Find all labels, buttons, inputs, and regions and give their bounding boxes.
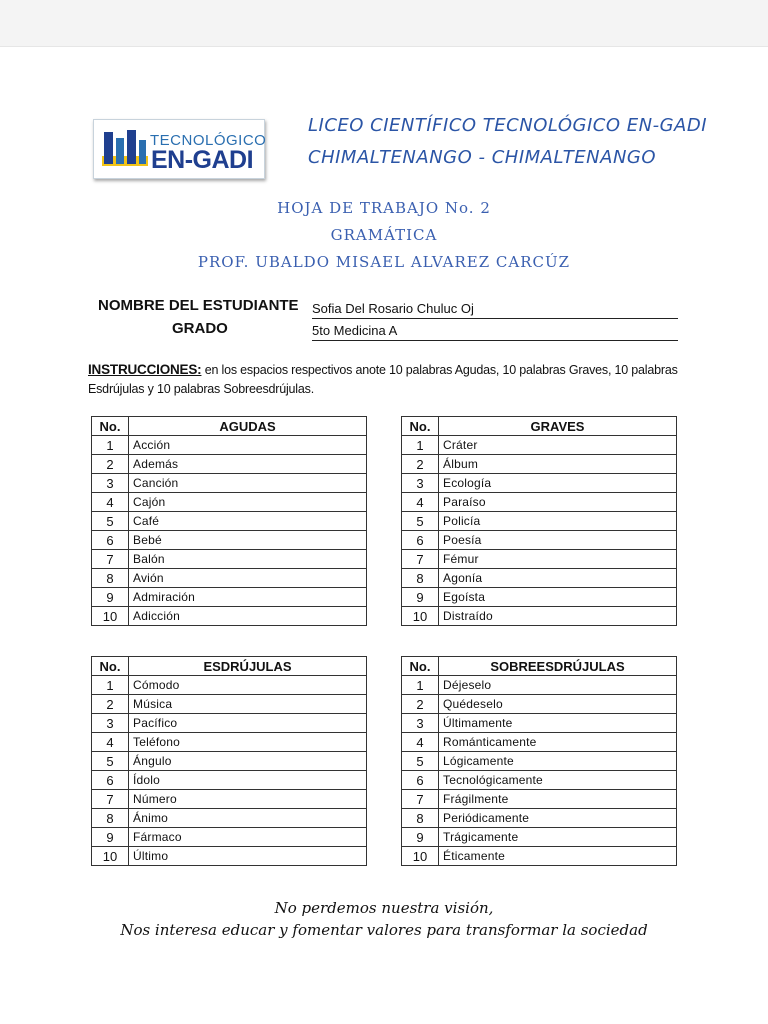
word-entry: Paraíso — [439, 493, 677, 512]
table-row — [402, 790, 677, 809]
row-number: 9 — [402, 588, 439, 607]
word-entry: Frágilmente — [439, 790, 677, 809]
word-entry: Acción — [129, 436, 367, 455]
table-row — [92, 790, 367, 809]
table-row — [402, 455, 677, 474]
word-entry: Ídolo — [129, 771, 367, 790]
word-entry: Pacífico — [129, 714, 367, 733]
word-entry: Número — [129, 790, 367, 809]
row-number: 3 — [92, 714, 129, 733]
motto-line-2: Nos interesa educar y fomentar valores para transformar la sociedad — [120, 921, 648, 939]
row-number: 4 — [92, 733, 129, 752]
table-row — [402, 512, 677, 531]
row-number: 2 — [92, 695, 129, 714]
word-entry: Agonía — [439, 569, 677, 588]
table-row — [402, 474, 677, 493]
word-entry: Últimamente — [439, 714, 677, 733]
school-location: CHIMALTENANGO - CHIMALTENANGO — [308, 147, 657, 168]
row-number: 7 — [402, 550, 439, 569]
row-number: 5 — [402, 752, 439, 771]
row-number: 7 — [92, 790, 129, 809]
row-number: 7 — [402, 790, 439, 809]
row-number: 6 — [402, 531, 439, 550]
agudas-header: AGUDAS — [129, 417, 367, 436]
word-entry: Ángulo — [129, 752, 367, 771]
word-entry: Poesía — [439, 531, 677, 550]
table-row — [92, 714, 367, 733]
row-number: 4 — [402, 733, 439, 752]
instructions-text: en los espacios respectivos anote 10 palabras Agudas, 10 palabras Graves, 10 palabras Esdrújulas y 10 palabras Sobreesdrújulas. — [88, 363, 678, 396]
word-entry: Tecnológicamente — [439, 771, 677, 790]
word-entry: Distraído — [439, 607, 677, 626]
table-row — [92, 531, 367, 550]
viewer-top-bar — [0, 0, 768, 47]
row-number: 8 — [92, 569, 129, 588]
table-row — [92, 588, 367, 607]
table-row — [402, 531, 677, 550]
word-entry: Balón — [129, 550, 367, 569]
row-number: 10 — [402, 607, 439, 626]
esdrujulas-table — [91, 656, 367, 866]
table-row — [92, 752, 367, 771]
word-entry: Avión — [129, 569, 367, 588]
table-row — [402, 809, 677, 828]
row-number: 8 — [92, 809, 129, 828]
row-number: 4 — [92, 493, 129, 512]
word-entry: Además — [129, 455, 367, 474]
table-row — [92, 771, 367, 790]
word-entry: Ánimo — [129, 809, 367, 828]
table-row — [92, 676, 367, 695]
word-entry: Café — [129, 512, 367, 531]
word-entry: Cajón — [129, 493, 367, 512]
row-number: 2 — [402, 695, 439, 714]
table-row — [402, 828, 677, 847]
subject-title: GRAMÁTICA — [330, 226, 438, 244]
row-number: 5 — [402, 512, 439, 531]
table-row — [402, 847, 677, 866]
number-column-header: No. — [402, 417, 439, 436]
word-entry: Último — [129, 847, 367, 866]
student-name-value: Sofia Del Rosario Chuluc Oj — [312, 301, 678, 319]
word-entry: Déjeselo — [439, 676, 677, 695]
number-column-header: No. — [92, 417, 129, 436]
word-entry: Egoísta — [439, 588, 677, 607]
table-row — [92, 512, 367, 531]
row-number: 8 — [402, 569, 439, 588]
word-entry: Bebé — [129, 531, 367, 550]
word-entry: Quédeselo — [439, 695, 677, 714]
word-entry: Éticamente — [439, 847, 677, 866]
word-entry: Románticamente — [439, 733, 677, 752]
table-row — [402, 714, 677, 733]
school-logo — [93, 119, 265, 179]
agudas-table — [91, 416, 367, 626]
sobreesdrujulas-table — [401, 656, 677, 866]
table-row — [92, 695, 367, 714]
table-row — [92, 455, 367, 474]
row-number: 1 — [92, 436, 129, 455]
row-number: 8 — [402, 809, 439, 828]
table-row — [92, 828, 367, 847]
row-number: 1 — [402, 436, 439, 455]
row-number: 2 — [402, 455, 439, 474]
table-row — [92, 474, 367, 493]
teacher-name: PROF. UBALDO MISAEL ALVAREZ CARCÚZ — [197, 253, 571, 271]
row-number: 4 — [402, 493, 439, 512]
number-column-header: No. — [92, 657, 129, 676]
row-number: 2 — [92, 455, 129, 474]
table-row — [402, 607, 677, 626]
row-number: 10 — [402, 847, 439, 866]
table-row — [92, 550, 367, 569]
word-entry: Fármaco — [129, 828, 367, 847]
row-number: 9 — [92, 828, 129, 847]
school-name: LICEO CIENTÍFICO TECNOLÓGICO EN-GADI — [308, 115, 707, 136]
table-row — [402, 695, 677, 714]
word-entry: Teléfono — [129, 733, 367, 752]
table-row — [92, 847, 367, 866]
table-row — [92, 569, 367, 588]
word-entry: Fémur — [439, 550, 677, 569]
row-number: 9 — [92, 588, 129, 607]
sobreesdrujulas-header: SOBREESDRÚJULAS — [439, 657, 677, 676]
word-entry: Cráter — [439, 436, 677, 455]
esdrujulas-header: ESDRÚJULAS — [129, 657, 367, 676]
motto-line-1: No perdemos nuestra visión, — [274, 899, 494, 917]
table-row — [402, 752, 677, 771]
row-number: 10 — [92, 847, 129, 866]
table-row — [92, 493, 367, 512]
table-row — [402, 676, 677, 695]
table-row — [92, 809, 367, 828]
graves-table — [401, 416, 677, 626]
instructions — [88, 360, 684, 399]
row-number: 9 — [402, 828, 439, 847]
student-name-label: NOMBRE DEL ESTUDIANTE — [98, 297, 299, 314]
worksheet-title: HOJA DE TRABAJO No. 2 — [277, 199, 491, 217]
word-entry: Álbum — [439, 455, 677, 474]
table-row — [92, 607, 367, 626]
table-row — [402, 588, 677, 607]
row-number: 3 — [402, 474, 439, 493]
graves-header: GRAVES — [439, 417, 677, 436]
word-entry: Lógicamente — [439, 752, 677, 771]
word-entry: Admiración — [129, 588, 367, 607]
table-row — [402, 733, 677, 752]
row-number: 10 — [92, 607, 129, 626]
instructions-lead: INSTRUCCIONES: — [88, 362, 202, 377]
logo-text-top: TECNOLÓGICO — [150, 132, 267, 149]
row-number: 3 — [402, 714, 439, 733]
word-entry: Policía — [439, 512, 677, 531]
row-number: 5 — [92, 512, 129, 531]
table-row — [402, 550, 677, 569]
table-row — [402, 436, 677, 455]
word-entry: Cómodo — [129, 676, 367, 695]
row-number: 6 — [92, 531, 129, 550]
number-column-header: No. — [402, 657, 439, 676]
table-row — [92, 733, 367, 752]
row-number: 5 — [92, 752, 129, 771]
row-number: 3 — [92, 474, 129, 493]
row-number: 6 — [402, 771, 439, 790]
grade-label: GRADO — [172, 320, 228, 337]
row-number: 1 — [402, 676, 439, 695]
word-entry: Trágicamente — [439, 828, 677, 847]
row-number: 6 — [92, 771, 129, 790]
table-row — [402, 569, 677, 588]
table-row — [402, 493, 677, 512]
word-entry: Adicción — [129, 607, 367, 626]
row-number: 7 — [92, 550, 129, 569]
table-row — [92, 436, 367, 455]
word-entry: Ecología — [439, 474, 677, 493]
word-entry: Música — [129, 695, 367, 714]
word-entry: Periódicamente — [439, 809, 677, 828]
logo-text-bottom: EN-GADI — [151, 146, 254, 174]
table-row — [402, 771, 677, 790]
logo-building-icon — [100, 126, 150, 172]
word-entry: Canción — [129, 474, 367, 493]
row-number: 1 — [92, 676, 129, 695]
grade-value: 5to Medicina A — [312, 323, 678, 341]
